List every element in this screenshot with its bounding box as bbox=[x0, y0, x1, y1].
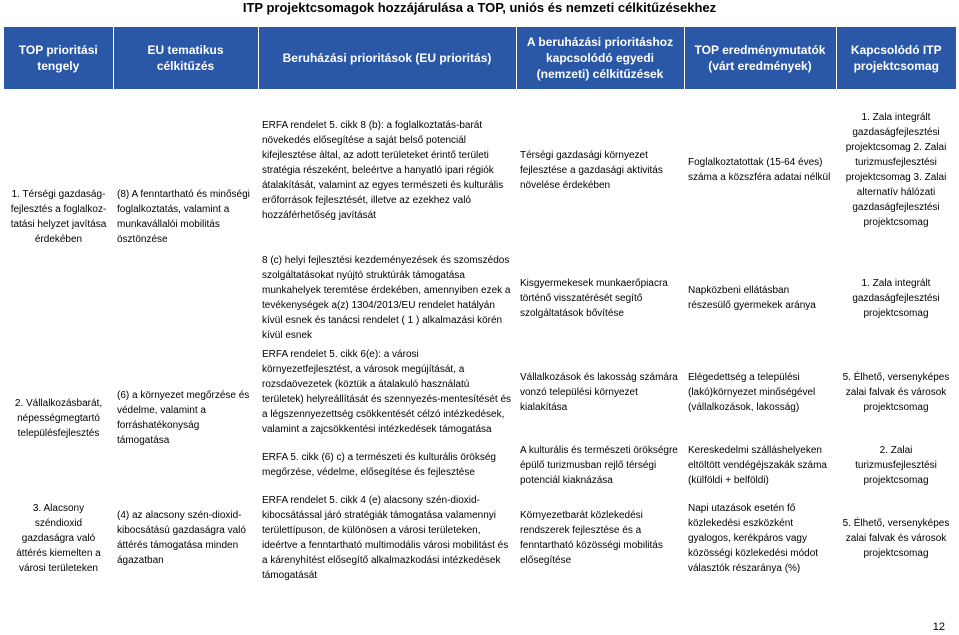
page-number: 12 bbox=[932, 621, 945, 633]
priority-cell: ERFA rendelet 5. cikk 6(e): a városi környezetfejlesztést, a városok megújítását, a rozsdaövezetek (köztük a átalakuló használatú területek) helyreállítását és szennyezés-mentesítését és a légszennyezettség csökkentését célzó intézkedések, valamint a zajcsökkentési intézkedések támogatása bbox=[262, 349, 512, 435]
indicator-cell: Napközbeni ellátásban részesülő gyermekek aránya bbox=[688, 285, 816, 311]
objective-cell: Vállalkozások és lakosság számára vonzó települési környezet kialakítása bbox=[520, 371, 678, 413]
header-objective: A beruházási prioritáshoz kapcsolódó egyedi (nemzeti) célkitűzések bbox=[516, 27, 684, 89]
header-package: Kapcsolódó ITP projektcsomag bbox=[836, 27, 956, 89]
objective-cell: A kulturális és természeti örökségre épülő turizmusban rejlő térségi potenciál kiaknázása bbox=[520, 444, 678, 486]
page-title: ITP projektcsomagok hozzájárulása a TOP, uniós és nemzeti célkitűzésekhez bbox=[242, 0, 717, 15]
table-row bbox=[4, 345, 956, 439]
table-row bbox=[4, 491, 956, 585]
axis-cell: 1. Térségi gazdaság-fejlesztés a foglalkoz-tatási helyzet javítása érdekében bbox=[10, 189, 107, 245]
indicator-cell: Elégedettség a települési (lakó)környezet minőségével (vállalkozások, lakosság) bbox=[688, 371, 816, 413]
package-cell: 5. Élhető, versenyképes zalai falvak és városok projektcsomag bbox=[842, 371, 950, 413]
priority-cell: ERFA rendelet 5. cikk 4 (e) alacsony szén-dioxid-kibocsátással járó stratégiák támogatása valamennyi területtípuson, de különösen a városi területeken, ideértve a fenntartható multimodális városi mobilitást és a kárenyhítést elősegítő alkalmazkodási intézkedések támogatását bbox=[262, 495, 509, 581]
indicator-cell: Kereskedelmi szálláshelyeken eltöltött vendégéjszakák száma (külföldi + belföldi) bbox=[688, 444, 827, 486]
header-axis: TOP prioritási tengely bbox=[4, 27, 113, 89]
header-priority: Beruházási prioritások (EU prioritás) bbox=[258, 27, 516, 89]
priority-cell: 8 (c) helyi fejlesztési kezdeményezések és szomszédos szolgáltatásokat nyújtó struktúrák támogatása munkahelyek teremtése érdekében, amennyiben ezek a tevékenységek a(z) 1304/2013/EU rendelet hatályán kívül esnek és tanácsi rendelet ( 1 ) alkalmazási körén kívül esnek bbox=[262, 255, 511, 341]
header-indicator: TOP eredménymutatók (várt eredmények) bbox=[684, 27, 836, 89]
indicator-cell: Foglalkoztatottak (15-64 éves) száma a közszféra adatai nélkül bbox=[688, 157, 831, 183]
header-thematic: EU tematikus célkitűzés bbox=[113, 27, 258, 89]
package-cell: 2. Zalai turizmusfejlesztési projektcsomag bbox=[855, 444, 937, 486]
thematic-cell: (8) A fenntartható és minőségi foglalkoztatás, valamint a munkavállalói mobilitás ösztönzése bbox=[117, 189, 250, 245]
priority-cell: ERFA 5. cikk (6) c) a természeti és kulturális örökség megőrzése, védelme, elősegítése és fejlesztése bbox=[262, 452, 496, 478]
package-cell: 5. Élhető, versenyképes zalai falvak és városok projektcsomag bbox=[842, 517, 950, 559]
priority-cell: ERFA rendelet 5. cikk 8 (b): a foglalkoztatás-barát növekedés elősegítése a saját belső potenciál kifejlesztése által, az adott területeket érintő területi stratégia részeként, beleértve a hanyatló ipari régiók átalakítását, valamint az egyes természeti és kulturális erőforrások fejlesztését, illetve az ezekhez való hozzáférhetőség javítását bbox=[262, 119, 504, 221]
table-row bbox=[4, 89, 956, 251]
thematic-cell: (6) a környezet megőrzése és védelme, valamint a forráshatékonyság támogatása bbox=[117, 390, 250, 446]
contribution-table bbox=[4, 27, 956, 585]
package-cell: 1. Zala integrált gazdaságfejlesztési projektcsomag 2. Zalai turizmusfejlesztési projektcsomag 3. Zalai alternatív hálózati gazdaságfejlesztési projektcsomag bbox=[845, 112, 947, 228]
header-row bbox=[4, 27, 956, 89]
objective-cell: Térségi gazdasági környezet fejlesztése a gazdasági aktivitás növelése érdekében bbox=[520, 149, 663, 191]
indicator-cell: Napi utazások esetén fő közlekedési eszközként gyalogos, kerékpáros vagy közösségi közlekedési módot választók részaránya (%) bbox=[688, 502, 819, 574]
axis-cell: 2. Vállalkozásbarát, népességmegtartó településfejlesztés bbox=[14, 397, 103, 439]
thematic-cell: (4) az alacsony szén-dioxid-kibocsátású gazdaságra való áttérés támogatása minden ágazatban bbox=[117, 510, 246, 566]
objective-cell: Kisgyermekesek munkaerőpiacra történő visszatérését segítő szolgáltatások bővítése bbox=[520, 277, 668, 319]
package-cell: 1. Zala integrált gazdaságfejlesztési projektcsomag bbox=[852, 277, 940, 319]
axis-cell: 3. Alacsony széndioxid gazdaságra való áttérés kiemelten a városi területeken bbox=[16, 502, 101, 574]
objective-cell: Környezetbarát közlekedési rendszerek fejlesztése és a fenntartható közösségi mobilitás elősegítése bbox=[520, 510, 663, 566]
